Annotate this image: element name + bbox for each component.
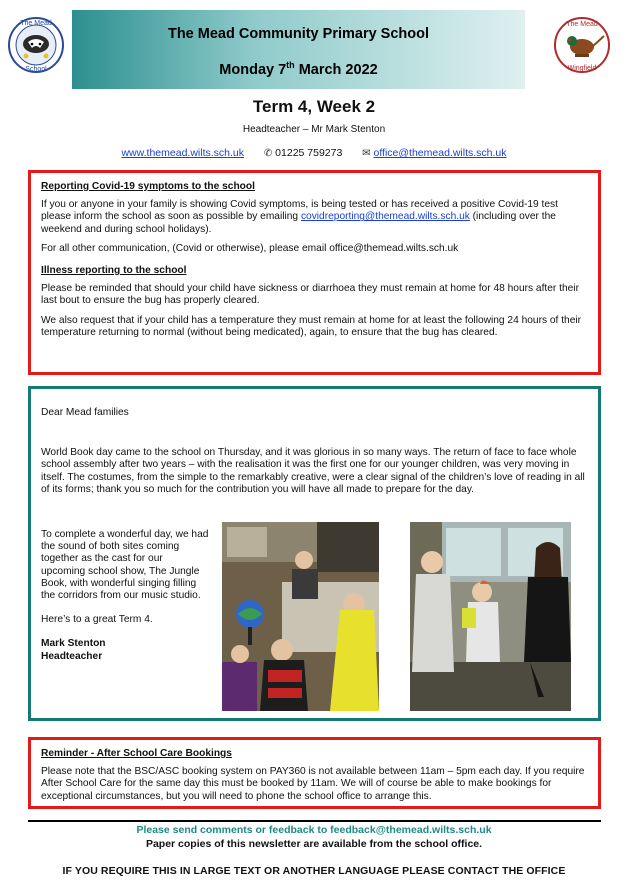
covid-notice-box (28, 170, 601, 375)
paper-copies-line: Paper copies of this newsletter are available from the school office. (145, 838, 483, 850)
covid-heading: Reporting Covid-19 symptoms to the school (41, 181, 255, 192)
covid-email-link[interactable]: covidreporting@themead.wilts.sch.uk (300, 211, 470, 223)
reminder-body: Please note that the BSC/ASC booking system on PAY360 is not available between 11am – 5pm each day. If you require After School Care for the same day this must be booked by 11am. We will of course be able to make bookings for exceptional circumstances, but you will need to phone the school office to arrange this. (41, 766, 585, 802)
covid-paragraph: If you or anyone in your family is showing Covid symptoms, is being tested or has received a positive Covid-19 test please inform the school as soon as possible by emailing covidreporting@themead.wilts.sch.uk (including over the weekend and during school holidays). (41, 199, 558, 235)
header-banner (72, 10, 525, 89)
feedback-line: Please send comments or feedback to feedback@themead.wilts.sch.uk (136, 824, 492, 836)
illness-heading: Illness reporting to the school (41, 265, 187, 277)
school-logo-left (6, 14, 66, 76)
office-email-link[interactable]: office@themead.wilts.sch.uk (373, 147, 507, 159)
reminder-heading: Reminder - After School Care Bookings (41, 748, 232, 759)
letter-greeting: Dear Mead families (41, 407, 129, 418)
newsletter-date: Monday 7th March 2022 (219, 60, 378, 78)
headteacher-line: Headteacher – Mr Mark Stenton (242, 124, 386, 135)
costumes-photo (410, 522, 571, 711)
world-book-day-paragraph: World Book day came to the school on Thursday, and it was glorious in so many ways. The return of face to face whole school assembly after two years – with the realisation it was the first one for our younger children, was very moving in itself. The costumes, from the simple to the remarkably creative, were a clear signal of the children’s love of reading in all of its forms; thank you so much for the contribution you will have all made to prepare for the day. (41, 447, 585, 495)
letter-left-column (41, 529, 209, 663)
other-communication-paragraph: For all other communication, (Covid or otherwise), please email office@themead.wilts.sch.uk (41, 242, 459, 254)
phone-icon: ✆ (263, 148, 273, 159)
phone-number: 01225 759273 (275, 147, 343, 159)
footer-divider (28, 820, 601, 822)
svg-text:Wingfield: Wingfield (567, 65, 597, 72)
school-name: The Mead Community Primary School (167, 26, 430, 42)
envelope-icon: ✉ (362, 148, 371, 159)
classroom-photo (222, 522, 379, 711)
website-link[interactable]: www.themead.wilts.sch.uk (121, 147, 245, 159)
term-title: Term 4, Week 2 (252, 97, 376, 116)
closing-paragraph: Here’s to a great Term 4. (41, 614, 153, 626)
signature-title: Headteacher (41, 650, 103, 662)
large-text-notice: IF YOU REQUIRE THIS IN LARGE TEXT OR ANOTHER LANGUAGE PLEASE CONTACT THE OFFICE (62, 865, 566, 877)
temperature-paragraph: We also request that if your child has a temperature they must remain at home for at least the following 24 hours of their temperature returning to normal (without being medicated), again, to ensure that the bug has cleared. (41, 314, 582, 338)
svg-text:School: School (25, 66, 47, 73)
after-school-reminder-box (28, 737, 601, 809)
headteacher-letter-box (28, 386, 601, 721)
jungle-book-paragraph: To complete a wonderful day, we had the sound of both sites coming together as the cast for our upcoming school show, The Jungle Book, with wonderful singing filling the corridors from our music studio. (41, 529, 209, 602)
signature-name: Mark Stenton (41, 638, 106, 650)
sickness-paragraph: Please be reminded that should your child have sickness or diarrhoea they must remain at home for 48 hours after their last bout to ensure the bug has properly cleared. (41, 283, 579, 307)
contact-line (0, 147, 628, 159)
svg-text:The Mead: The Mead (566, 21, 598, 28)
school-logo-right (552, 14, 612, 76)
svg-text:The Mead: The Mead (20, 20, 52, 27)
